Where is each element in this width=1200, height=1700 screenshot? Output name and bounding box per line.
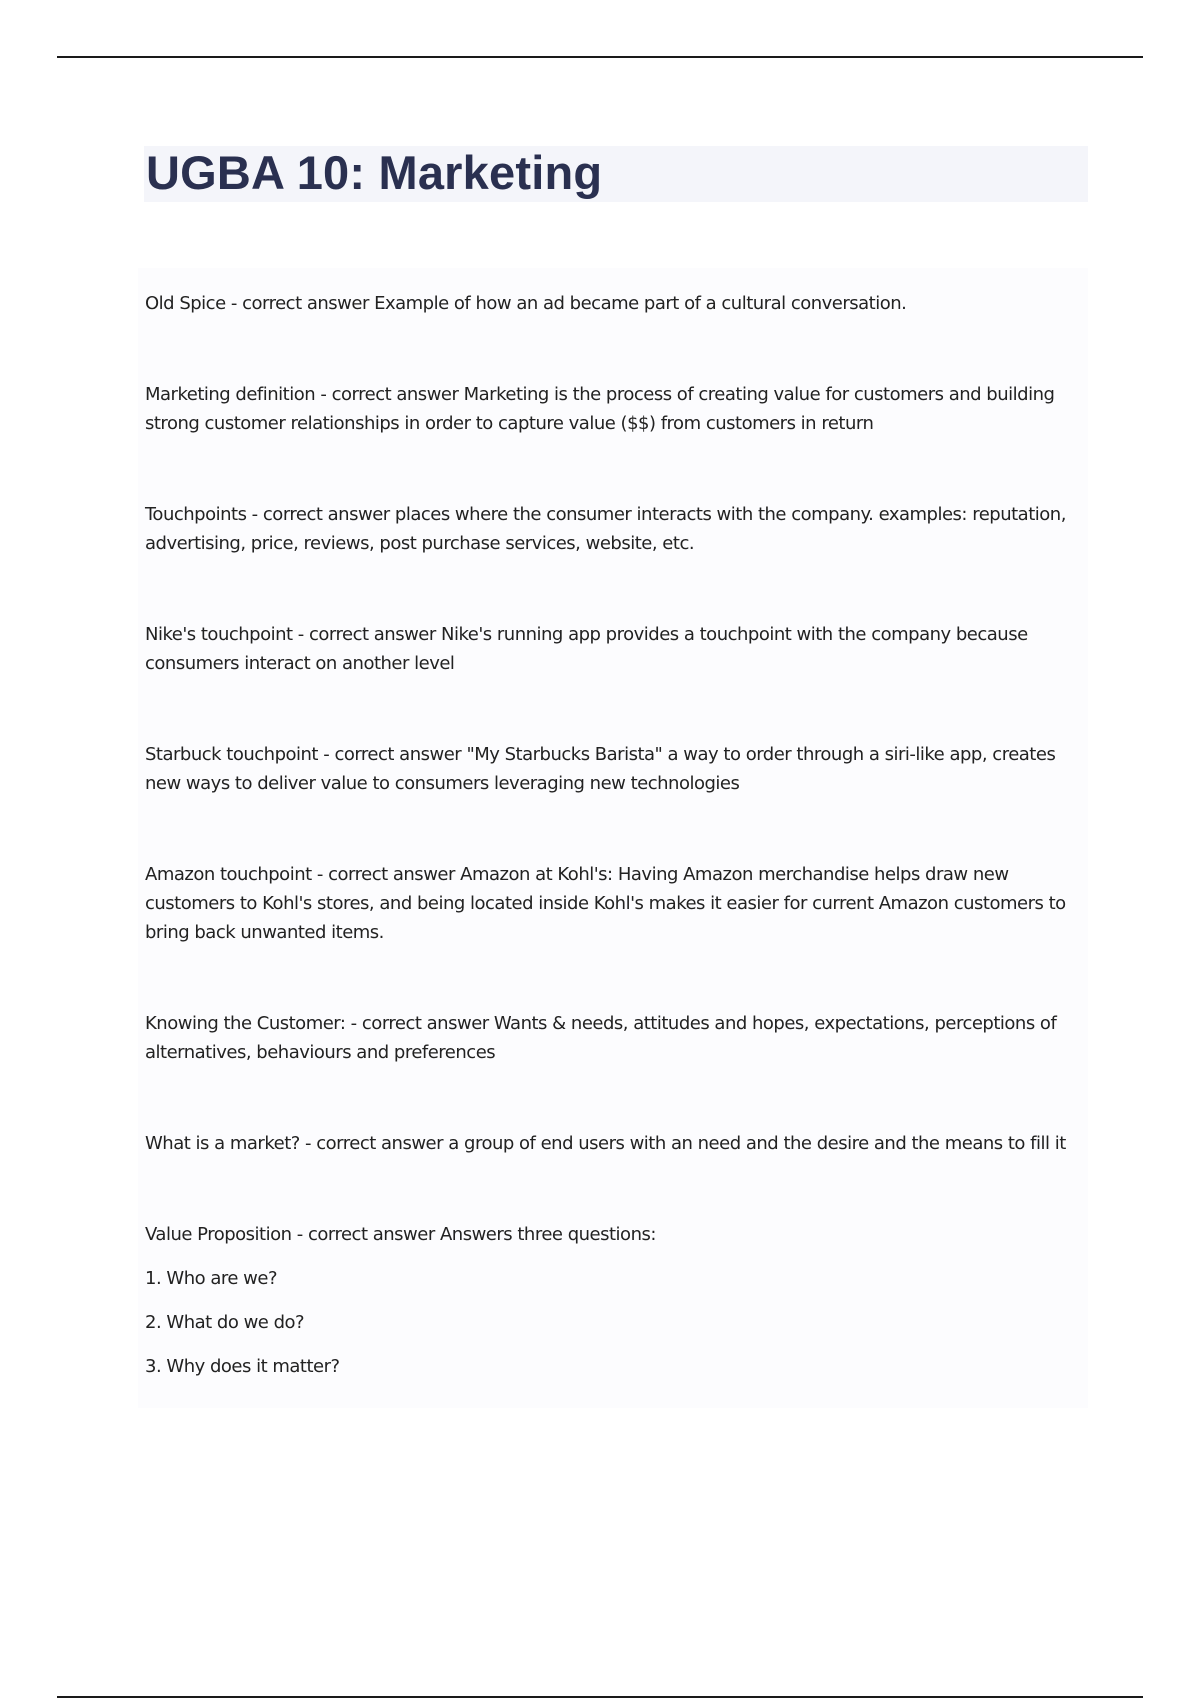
answer-marker: correct answer <box>328 864 455 885</box>
flashcard-term: Touchpoints - <box>145 504 263 525</box>
list-item: 3. Why does it matter? <box>145 1356 340 1377</box>
value-proposition-questions <box>145 1264 1090 1381</box>
flashcard <box>145 1009 1090 1067</box>
flashcard-term: Value Proposition - <box>145 1224 308 1245</box>
answer-marker: correct answer <box>307 1224 435 1245</box>
list-item: 2. What do we do? <box>145 1312 305 1333</box>
flashcard <box>145 289 1090 318</box>
answer-marker: correct answer <box>309 624 436 645</box>
page-title: UGBA 10: Marketing <box>146 146 603 199</box>
flashcard-answer: Answers three questions: <box>439 1224 656 1245</box>
flashcard-term: Amazon touchpoint - <box>145 864 328 885</box>
flashcard <box>145 860 1090 947</box>
answer-marker: correct answer <box>242 293 369 314</box>
flashcard-list <box>145 289 1090 1381</box>
flashcard-term: Old Spice - <box>145 293 242 314</box>
flashcard <box>145 500 1090 558</box>
top-rule <box>57 56 1143 58</box>
flashcard-answer: a group of end users with an need and the desire and the means to fill it <box>448 1133 1066 1154</box>
flashcard-answer: Amazon at Kohl's: Having Amazon merchandise helps draw new customers to Kohl's stores, and being located inside Kohl's makes it easier for current Amazon customers to bring back unwanted items. <box>145 864 1066 943</box>
flashcard <box>145 1129 1090 1158</box>
flashcard-answer: Marketing is the process of creating value for customers and building strong customer relationships in order to capture value ($$) from customers in return <box>145 384 1055 434</box>
flashcard <box>145 1220 1090 1381</box>
bottom-rule <box>57 1696 1143 1698</box>
flashcard-term: Starbuck touchpoint - <box>145 744 334 765</box>
answer-marker: correct answer <box>334 744 462 765</box>
flashcard-answer: Wants & needs, attitudes and hopes, expectations, perceptions of alternatives, behaviours and preferences <box>145 1013 1057 1063</box>
flashcard-answer: Example of how an ad became part of a cultural conversation. <box>374 293 907 314</box>
answer-marker: correct answer <box>316 1133 444 1154</box>
flashcard-answer: "My Starbucks Barista" a way to order through a siri-like app, creates new ways to deliver value to consumers leveraging new technologies <box>145 744 1056 794</box>
answer-marker: correct answer <box>361 1013 489 1034</box>
answer-marker: correct answer <box>262 504 390 525</box>
flashcard <box>145 620 1090 678</box>
flashcard-term: What is a market? - <box>145 1133 316 1154</box>
flashcard-term: Nike's touchpoint - <box>145 624 309 645</box>
flashcard <box>145 380 1090 438</box>
flashcard <box>145 740 1090 798</box>
list-item: 1. Who are we? <box>145 1268 278 1289</box>
answer-marker: correct answer <box>331 384 459 405</box>
flashcard-term: Marketing definition - <box>145 384 332 405</box>
flashcard-answer: places where the consumer interacts with the company. examples: reputation, advertising, price, reviews, post purchase services, website, etc. <box>145 504 1066 554</box>
flashcard-answer: Nike's running app provides a touchpoint with the company because consumers interact on another level <box>145 624 1028 674</box>
flashcard-term: Knowing the Customer: - <box>145 1013 362 1034</box>
